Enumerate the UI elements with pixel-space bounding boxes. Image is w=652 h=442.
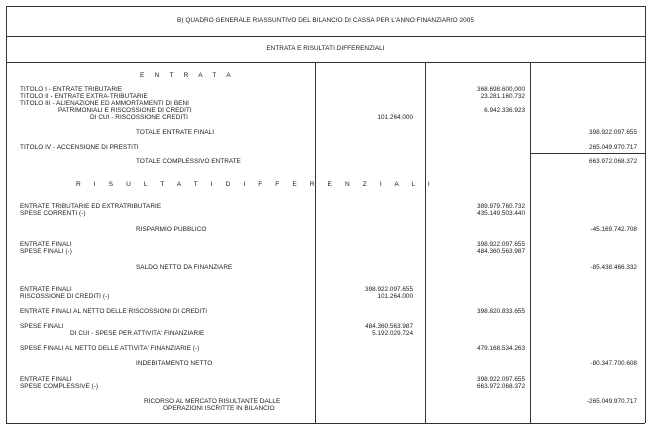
titolo2-value: 23.281.160.732 (480, 93, 525, 100)
spese-complessive-label: SPESE COMPLESSIVE (-) (20, 383, 99, 390)
titolo1-label: TITOLO I - ENTRATE TRIBUTARIE (20, 86, 123, 93)
spese-correnti-label: SPESE CORRENTI (-) (20, 210, 86, 217)
column-divider-1 (315, 62, 316, 423)
titolo3-label: TITOLO III - ALIENAZIONE ED AMMORTAMENTI DI BENI (20, 100, 189, 107)
entrate-finali-value-1: 398.922.097.655 (477, 241, 525, 248)
frame-right (645, 6, 646, 423)
titolo4-label: TITOLO IV - ACCENSIONE DI PRESTITI (20, 144, 139, 151)
risparmio-pubblico-label: RISPARMIO PUBBLICO (136, 226, 207, 233)
titolo3-value: 6.942.336.923 (484, 107, 525, 114)
saldo-netto-value: -85.438.466.332 (590, 264, 637, 271)
frame-top (6, 6, 645, 7)
entrate-finali-label-2: ENTRATE FINALI (20, 286, 72, 293)
column-divider-3 (530, 62, 531, 423)
dicui-riscossione-value: 101.264.000 (377, 114, 413, 121)
titolo4-value: 265.049.970.717 (589, 144, 637, 151)
ricorso-mercato-label-cont: OPERAZIONI ISCRITTE IN BILANCIO (163, 405, 275, 412)
ricorso-mercato-label: RICORSO AL MERCATO RISULTANTE DALLE (144, 398, 281, 405)
spese-correnti-value: 435.149.503.440 (477, 210, 525, 217)
entrate-netto-riscossioni-value: 398.820.833.655 (477, 308, 525, 315)
entrate-finali-value-2: 398.922.097.655 (365, 286, 413, 293)
spese-finali-value-2: 484.360.563.987 (365, 323, 413, 330)
dicui-attivita-finanziarie-value: 5.192.029.724 (372, 330, 413, 337)
titolo2-label: TITOLO II - ENTRATE EXTRA-TRIBUTARIE (20, 93, 148, 100)
riscossione-crediti-value: 101.264.000 (377, 293, 413, 300)
subheader-divider (6, 62, 645, 63)
frame-left (6, 6, 7, 423)
entrate-trib-extra-label: ENTRATE TRIBUTARIE ED EXTRATRIBUTARIE (20, 203, 162, 210)
entrata-heading: E N T R A T A (140, 72, 235, 79)
spese-complessive-value: 663.972.068.372 (477, 383, 525, 390)
entrate-trib-extra-value: 389.979.760.732 (477, 203, 525, 210)
titolo3-label-cont: PATRIMONIALI E RISCOSSIONE DI CREDITI (58, 107, 192, 114)
ricorso-mercato-value: -265.049.970.717 (586, 398, 637, 405)
saldo-netto-label: SALDO NETTO DA FINANZIARE (136, 264, 233, 271)
risparmio-pubblico-value: -45.169.742.708 (590, 226, 637, 233)
totale-complessivo-label: TOTALE COMPLESSIVO ENTRATE (136, 158, 241, 165)
header-divider (6, 36, 645, 37)
entrate-finali-label-1: ENTRATE FINALI (20, 241, 72, 248)
column-divider-2 (425, 62, 426, 423)
spese-netto-attivita-value: 479.168.534.263 (477, 345, 525, 352)
entrate-finali-label-3: ENTRATE FINALI (20, 376, 72, 383)
spese-finali-label-1: SPESE FINALI (-) (20, 248, 72, 255)
entrate-finali-value-3: 398.922.097.655 (477, 376, 525, 383)
risultati-heading: R I S U L T A T I D I F F E R E N Z I A L I (76, 181, 436, 188)
section-title: ENTRATA E RISULTATI DIFFERENZIALI (266, 45, 385, 52)
spese-netto-attivita-label: SPESE FINALI AL NETTO DELLE ATTIVITA' FINANZIARIE (-) (20, 345, 200, 352)
spese-finali-label-2: SPESE FINALI (20, 323, 64, 330)
indebitamento-netto-label: INDEBITAMENTO NETTO (136, 360, 213, 367)
totale-complessivo-value: 663.972.068.372 (589, 158, 637, 165)
dicui-riscossione-label: DI CUI - RISCOSSIONE CREDITI (90, 114, 188, 121)
dicui-attivita-finanziarie-label: DI CUI - SPESE PER ATTIVITA' FINANZIARIE (70, 330, 205, 337)
totale-entrate-finali-value: 398.922.097.655 (589, 129, 637, 136)
total-underline (530, 153, 645, 154)
riscossione-crediti-label: RISCOSSIONE DI CREDITI (-) (20, 293, 110, 300)
frame-bottom (6, 423, 645, 424)
document-title: B) QUADRO GENERALE RIASSUNTIVO DEL BILANCIO DI CASSA PER L'ANNO FINANZIARIO 2005 (177, 17, 474, 24)
titolo1-value: 368.698.600,000 (477, 86, 525, 93)
indebitamento-netto-value: -80.347.700.608 (590, 360, 637, 367)
totale-entrate-finali-label: TOTALE ENTRATE FINALI (136, 129, 215, 136)
spese-finali-value-1: 484.360.563.987 (477, 248, 525, 255)
entrate-netto-riscossioni-label: ENTRATE FINALI AL NETTO DELLE RISCOSSIONI DI CREDITI (20, 308, 208, 315)
